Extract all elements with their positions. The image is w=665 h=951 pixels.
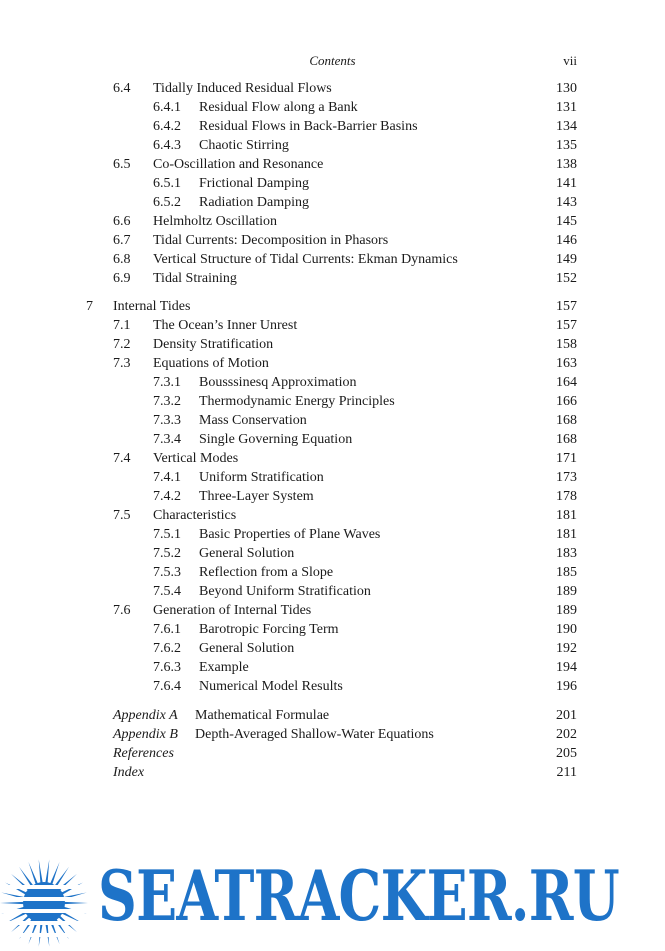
toc-entry	[0, 316, 665, 335]
toc-entry	[0, 639, 665, 658]
back-matter-page: 202	[556, 727, 577, 742]
toc-entry	[0, 212, 665, 231]
toc-entry	[0, 136, 665, 155]
toc-page: 168	[556, 413, 577, 428]
toc-page: 183	[556, 546, 577, 561]
toc-title: Mass Conservation	[199, 413, 307, 428]
sunburst-ray	[62, 902, 88, 905]
toc-page: 163	[556, 356, 577, 371]
toc-number: 7.6.3	[153, 660, 181, 675]
toc-number: 7.6.2	[153, 641, 181, 656]
toc-title: Frictional Damping	[199, 176, 310, 191]
back-matter-label: Appendix A	[113, 708, 178, 723]
toc-entry	[0, 620, 665, 639]
toc-title: Uniform Stratification	[199, 470, 324, 485]
toc-page: 158	[556, 337, 577, 352]
toc-title: Bousssinesq Approximation	[199, 375, 357, 390]
toc-number: 7.4	[113, 451, 131, 466]
toc-page: 194	[556, 660, 577, 675]
toc-title: Equations of Motion	[153, 356, 269, 371]
toc-number: 7	[86, 299, 93, 314]
toc-number: 7.5.4	[153, 584, 181, 599]
toc-number: 7.3.1	[153, 375, 181, 390]
toc-number: 7.6.1	[153, 622, 181, 637]
toc-entry	[0, 373, 665, 392]
toc-page: 134	[556, 119, 577, 134]
toc-number: 6.5.1	[153, 176, 181, 191]
toc-page: 171	[556, 451, 577, 466]
toc-number: 7.5.2	[153, 546, 181, 561]
toc-title: Chaotic Stirring	[199, 138, 289, 153]
toc-title: The Ocean’s Inner Unrest	[153, 318, 298, 333]
sunburst-logo-icon	[0, 845, 110, 951]
back-matter-label: References	[113, 746, 174, 761]
toc-title: Single Governing Equation	[199, 432, 353, 447]
toc-title: Radiation Damping	[199, 195, 310, 210]
toc-number: 7.3.2	[153, 394, 181, 409]
back-matter-page: 201	[556, 708, 577, 723]
watermark	[0, 845, 665, 951]
toc-page: 185	[556, 565, 577, 580]
toc-number: 7.5.3	[153, 565, 181, 580]
toc-number: 7.3	[113, 356, 131, 371]
toc-title: Barotropic Forcing Term	[199, 622, 339, 637]
toc-entry	[0, 117, 665, 136]
toc-title: Tidal Currents: Decomposition in Phasors	[153, 233, 389, 248]
toc-title: Beyond Uniform Stratification	[199, 584, 371, 599]
toc-back-matter-entry	[0, 763, 665, 782]
toc-number: 7.1	[113, 318, 131, 333]
toc-entry	[0, 506, 665, 525]
back-matter-title: Depth-Averaged Shallow-Water Equations	[195, 727, 434, 742]
toc-title: Density Stratification	[153, 337, 274, 352]
toc-title: General Solution	[199, 546, 295, 561]
back-matter-page: 205	[556, 746, 577, 761]
back-matter-label: Index	[113, 765, 145, 780]
toc-entry	[0, 658, 665, 677]
toc-page: 192	[556, 641, 577, 656]
toc-entry	[0, 487, 665, 506]
toc-title: Residual Flows in Back-Barrier Basins	[199, 119, 418, 134]
toc-page: 196	[556, 679, 577, 694]
running-header-page-number: vii	[563, 53, 577, 68]
toc-title: Numerical Model Results	[199, 679, 343, 694]
toc-page: 166	[556, 394, 577, 409]
toc-title: Internal Tides	[113, 299, 191, 314]
toc-back-matter-entry	[0, 706, 665, 725]
toc-page: 149	[556, 252, 577, 267]
toc-number: 7.2	[113, 337, 131, 352]
toc-title: Three-Layer System	[199, 489, 314, 504]
toc-number: 6.5	[113, 157, 131, 172]
toc-entry	[0, 354, 665, 373]
toc-page: 181	[556, 508, 577, 523]
toc-page: 178	[556, 489, 577, 504]
toc-number: 6.4.1	[153, 100, 181, 115]
toc-page: 146	[556, 233, 577, 248]
toc-entry	[0, 193, 665, 212]
toc-title: Characteristics	[153, 508, 237, 523]
toc-page: 143	[556, 195, 577, 210]
toc-title: Example	[199, 660, 249, 675]
toc-entry	[0, 677, 665, 696]
back-matter-title: Mathematical Formulae	[195, 708, 330, 723]
toc-number: 7.5	[113, 508, 131, 523]
toc-back-matter-entry	[0, 744, 665, 763]
toc-number: 6.5.2	[153, 195, 181, 210]
toc-entry	[0, 582, 665, 601]
toc-page: 190	[556, 622, 577, 637]
toc-entry	[0, 563, 665, 582]
toc-page: 131	[556, 100, 577, 115]
toc-page: 181	[556, 527, 577, 542]
toc-entry	[0, 174, 665, 193]
watermark-text: SEATRACKER.RU	[98, 856, 619, 937]
back-matter-page: 211	[556, 765, 577, 780]
toc-title: General Solution	[199, 641, 295, 656]
back-matter-label: Appendix B	[113, 727, 178, 742]
toc-entry	[0, 269, 665, 288]
sunburst-ray	[39, 859, 43, 885]
toc-entry	[0, 525, 665, 544]
toc-number: 6.4.3	[153, 138, 181, 153]
toc-entry	[0, 155, 665, 174]
toc-page: 157	[556, 318, 577, 333]
toc-title: Reflection from a Slope	[199, 565, 334, 580]
toc-page: 168	[556, 432, 577, 447]
toc-entry	[0, 468, 665, 487]
toc-title: Vertical Structure of Tidal Currents: Ekman Dynamics	[153, 252, 458, 267]
toc-number: 6.9	[113, 271, 131, 286]
toc-page: 152	[556, 271, 577, 286]
toc-title: Basic Properties of Plane Waves	[199, 527, 381, 542]
toc-number: 7.6	[113, 603, 131, 618]
toc-title: Co-Oscillation and Resonance	[153, 157, 324, 172]
toc-page: 189	[556, 584, 577, 599]
toc-title: Generation of Internal Tides	[153, 603, 312, 618]
toc-page: 141	[556, 176, 577, 191]
toc-entry	[0, 231, 665, 250]
toc-page: 157	[556, 299, 577, 314]
toc-page: 138	[556, 157, 577, 172]
toc-entry	[0, 544, 665, 563]
toc-entry	[0, 250, 665, 269]
toc-entry	[0, 411, 665, 430]
sunburst-ray	[0, 902, 26, 905]
toc-entry	[0, 430, 665, 449]
toc-title: Vertical Modes	[153, 451, 239, 466]
toc-number: 6.4.2	[153, 119, 181, 134]
toc-number: 6.6	[113, 214, 131, 229]
toc-number: 6.8	[113, 252, 131, 267]
toc-entry	[0, 601, 665, 620]
toc-entry	[0, 297, 665, 316]
toc-page: 145	[556, 214, 577, 229]
toc-page: 135	[556, 138, 577, 153]
toc-number: 7.6.4	[153, 679, 181, 694]
toc-number: 7.5.1	[153, 527, 181, 542]
toc-back-matter-entry	[0, 725, 665, 744]
toc-entry	[0, 392, 665, 411]
toc-entry	[0, 98, 665, 117]
toc-page: 189	[556, 603, 577, 618]
toc-entry	[0, 79, 665, 98]
toc-title: Residual Flow along a Bank	[199, 100, 358, 115]
toc-number: 7.4.2	[153, 489, 181, 504]
toc-entry	[0, 335, 665, 354]
toc-number: 7.4.1	[153, 470, 181, 485]
toc-number: 6.4	[113, 81, 131, 96]
toc-page: 173	[556, 470, 577, 485]
toc-number: 7.3.4	[153, 432, 181, 447]
sunburst-ray	[45, 859, 49, 885]
toc-entry	[0, 449, 665, 468]
toc-title: Tidal Straining	[153, 271, 237, 286]
toc-title: Helmholtz Oscillation	[153, 214, 278, 229]
toc-number: 7.3.3	[153, 413, 181, 428]
toc-title: Tidally Induced Residual Flows	[153, 81, 332, 96]
toc-title: Thermodynamic Energy Principles	[199, 394, 395, 409]
running-header-title: Contents	[309, 53, 356, 68]
toc-page: 130	[556, 81, 577, 96]
toc-page: 164	[556, 375, 577, 390]
toc-number: 6.7	[113, 233, 131, 248]
